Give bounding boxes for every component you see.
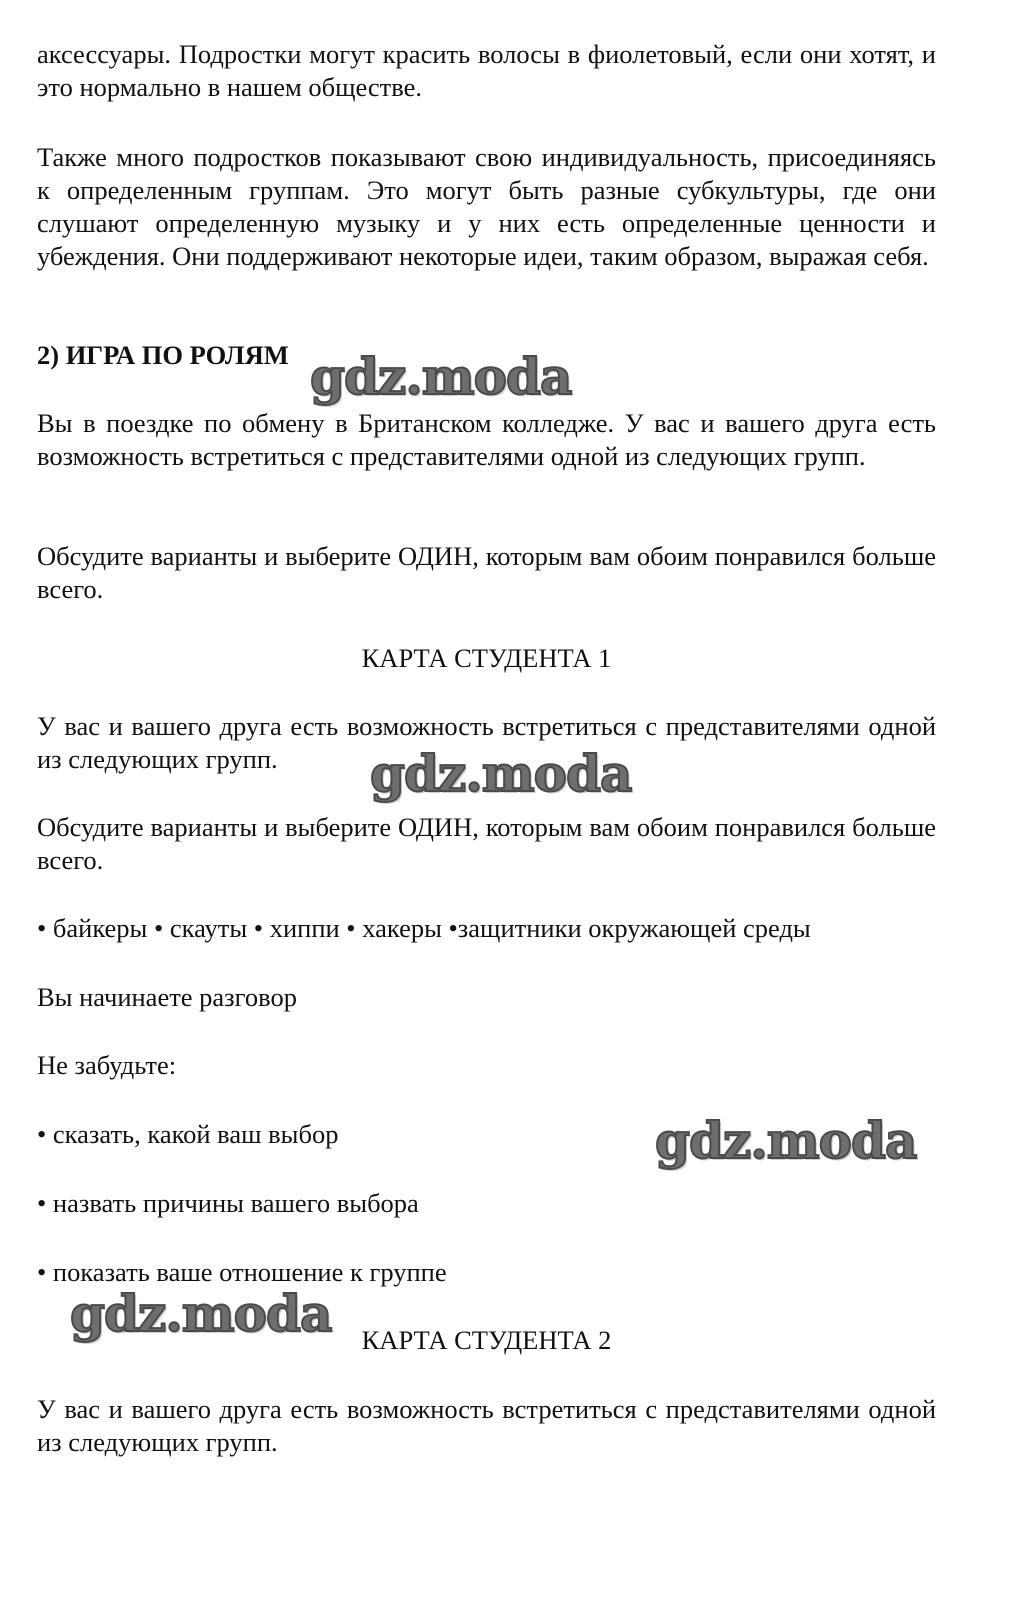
paragraph-2: Также много подростков показывают свою индивидуальность, присоединяясь к определенным группам. Это могут быть разные субкультуры, где они слушают определенную музыку и у них есть определенные ценности и убеждения. Они поддерживают некоторые идеи, таким образом, выражая себя. [37,142,936,271]
paragraph-3: Вы в поездке по обмену в Британском колледже. У вас и вашего друга есть возможность встретиться с представителями одной из следующих групп. [37,408,936,471]
card-1-title: КАРТА СТУДЕНТА 1 [361,643,612,673]
watermark-logo: gdz.moda [370,744,632,803]
paragraph-4: Обсудите варианты и выберите ОДИН, которым вам обоим понравился больше всего. [37,541,936,604]
card-1-bullet-1: • сказать, какой ваш выбор [37,1119,339,1149]
card-1-bullet-3: • показать ваше отношение к группе [37,1257,447,1287]
paragraph-1: аксессуары. Подростки могут красить волосы в фиолетовый, если они хотят, и это нормально в нашем обществе. [37,39,936,102]
card-1-groups: • байкеры • скауты • хиппи • хакеры •защитники окружающей среды [37,913,811,943]
card-1-bullet-2: • назвать причины вашего выбора [37,1188,419,1218]
card-2-title: КАРТА СТУДЕНТА 2 [361,1325,612,1355]
card-1-remember: Не забудьте: [37,1050,177,1080]
card-2-intro: У вас и вашего друга есть возможность встретиться с представителями одной из следующих групп. [37,1394,936,1457]
watermark-logo: gdz.moda [655,1111,917,1170]
card-1-intro: У вас и вашего друга есть возможность встретиться с представителями одной из следующих групп. [37,711,936,774]
card-1-discuss: Обсудите варианты и выберите ОДИН, которым вам обоим понравился больше всего. [37,812,936,875]
card-1-start: Вы начинаете разговор [37,982,297,1012]
section-heading: 2) ИГРА ПО РОЛЯМ [37,340,289,370]
watermark-logo: gdz.moda [70,1284,332,1343]
watermark-logo: gdz.moda [310,347,572,406]
